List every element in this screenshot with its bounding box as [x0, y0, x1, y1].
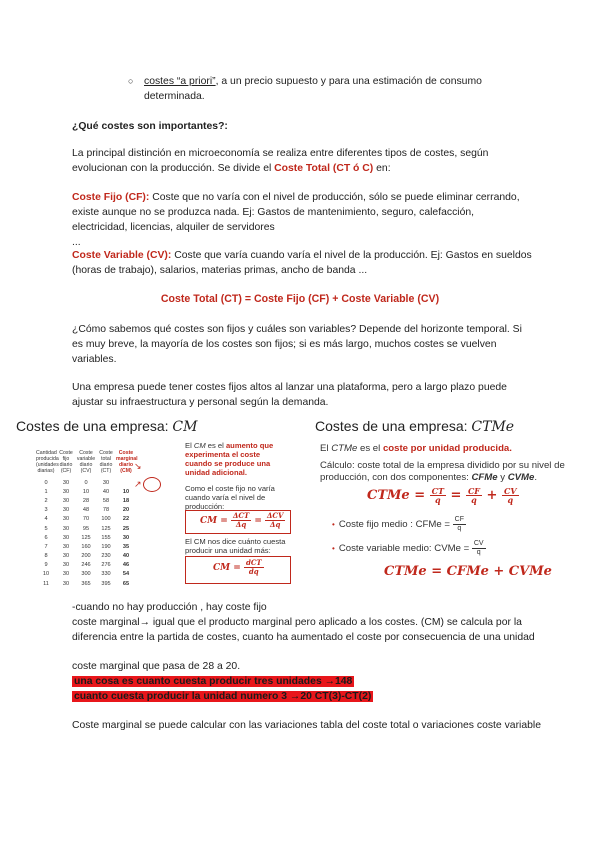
note-no-production: -cuando no hay producción , hay coste fijo	[72, 602, 267, 613]
table-cell: 28	[82, 497, 90, 504]
variable-paragraph	[72, 248, 532, 278]
table-cell: 30	[122, 534, 130, 541]
table-cell: 30	[62, 562, 70, 569]
cost-formula: Coste Total (CT) = Coste Fijo (CF) + Coste Variable (CV)	[160, 293, 440, 305]
slide2-title-prefix: Costes de una empresa:	[315, 418, 472, 434]
slide2-def-var: CTMe	[331, 443, 358, 454]
table-cell: 58	[102, 497, 110, 504]
f1-num1: ΔCT	[232, 511, 250, 520]
f1-den2: Δq	[270, 520, 281, 529]
table-cell: 10	[42, 571, 50, 578]
table-cell: 30	[62, 553, 70, 560]
table-cell: 0	[84, 479, 88, 486]
table-row	[36, 542, 176, 551]
table-cell: 54	[122, 571, 130, 578]
big-den3: q	[507, 495, 514, 505]
slide1-fixed-note: Como el coste fijo no varía cuando varía el nivel de producción:	[185, 484, 275, 511]
calc-and: y	[497, 472, 508, 483]
b2-text: Coste variable medio: CVMe =	[338, 543, 470, 555]
cost-table-header-cell: Coste marginal diario (CM)	[116, 450, 138, 474]
table-cell: 330	[101, 571, 111, 578]
table-cell: 300	[81, 571, 91, 578]
b2-num: CV	[473, 540, 484, 547]
f2-frac	[244, 559, 264, 576]
table-cell: 95	[82, 525, 90, 532]
table-cell: 0	[44, 479, 48, 486]
table-cell: 8	[44, 553, 48, 560]
table-cell: 2	[44, 497, 48, 504]
f1-num2: ΔCV	[267, 511, 284, 520]
bullet-dot-icon: •	[332, 544, 335, 554]
big-frac2	[466, 487, 482, 504]
table-cell: 78	[102, 507, 110, 514]
intro-highlight: Coste Total (CT ó C)	[274, 163, 374, 174]
table-cell: 40	[102, 488, 110, 495]
slide2-title	[315, 418, 514, 435]
big-num3: CV	[503, 486, 517, 496]
table-cell: 155	[101, 534, 111, 541]
f1-frac1	[231, 512, 251, 529]
table-cell: 7	[44, 543, 48, 550]
table-cell: 25	[122, 525, 130, 532]
table-cell: 365	[81, 580, 91, 587]
arrow-icon: ↘	[134, 461, 142, 471]
table-cell: 40	[122, 553, 130, 560]
table-cell: 65	[122, 580, 130, 587]
table-cell: 160	[81, 543, 91, 550]
slide1-title-prefix: Costes de una empresa:	[16, 418, 173, 434]
link-costes-a-priori[interactable]: costes “a priori”	[144, 76, 216, 87]
cost-table-header-cell: Coste fijo diario (CF)	[59, 450, 73, 474]
cost-table-header-cell: Coste variable diario (CV)	[76, 450, 96, 474]
note-highlight-2	[72, 689, 542, 704]
table-cell: 1	[44, 488, 48, 495]
big-num1: CT	[431, 486, 444, 496]
big-plus: +	[486, 488, 498, 503]
cost-table-body	[36, 478, 176, 588]
calc-cvme: CVMe	[507, 472, 535, 483]
big-frac3	[502, 487, 519, 504]
table-cell: 30	[62, 525, 70, 532]
hollow-bullet-icon: ○	[128, 76, 134, 86]
bullet-item	[128, 74, 544, 104]
slide1-title-var: CM	[172, 419, 198, 435]
f2-num: dCT	[245, 558, 262, 567]
big-frac1	[430, 487, 446, 504]
slide2-title-var: CTMe	[471, 419, 515, 435]
table-cell: 30	[62, 497, 70, 504]
table-cell: 125	[81, 534, 91, 541]
table-cell: 20	[122, 507, 130, 514]
b1-text: Coste fijo medio : CFMe =	[338, 519, 450, 531]
table-cell: 30	[62, 571, 70, 578]
table-cell: 10	[82, 488, 90, 495]
table-row	[36, 515, 176, 524]
table-row	[36, 496, 176, 505]
calc-text: Cálculo: coste total de la empresa dividido por su nivel de producción, con dos componentes:	[320, 460, 565, 483]
b2-frac	[472, 540, 486, 557]
slide1-definition	[185, 441, 289, 477]
big-den1: q	[435, 495, 441, 505]
fijo-text: Coste que no varía con el nivel de producción, sólo se puede eliminar cerrando, existe aunque no se produzca nada. Ej: Gastos de mantenimiento, seguro, calefacción, electricidad, licencias, alquiler de servidores	[72, 192, 520, 233]
f2-lhs: CM =	[213, 563, 241, 573]
table-cell: 30	[102, 479, 110, 486]
slide2-definition	[320, 443, 590, 455]
note-marginal-calc: Coste marginal se puede calcular con las variaciones tabla del coste total o variaciones coste variable	[72, 720, 541, 731]
variable-label: Coste Variable (CV):	[72, 250, 172, 261]
table-cell: 190	[101, 543, 111, 550]
f1-lhs: CM =	[200, 516, 228, 526]
table-cell: 10	[122, 488, 130, 495]
table-cell: 3	[44, 507, 48, 514]
big-lhs: CTMe =	[367, 488, 426, 503]
cost-table-header-cell: Cantidad producida (unidades diarias)	[36, 450, 59, 474]
f1-frac2	[265, 512, 285, 529]
table-row	[36, 570, 176, 579]
note-marginal-definition: coste marginal→ igual que el producto marginal pero aplicado a los costes. (CM) se calcula por la diferencia entre la partida de costes, cuanto ha aumentado el coste por consecuencia de una unidad	[72, 617, 535, 643]
slide2-bullet-fixed	[332, 516, 466, 533]
table-row	[36, 561, 176, 570]
b1-den: q	[457, 525, 462, 532]
fijo-ellipsis: ...	[72, 237, 81, 248]
note-highlight-1	[72, 674, 542, 689]
f2-den: dq	[248, 567, 259, 576]
table-cell: 18	[122, 497, 130, 504]
table-row	[36, 552, 176, 561]
big-num2: CF	[467, 486, 480, 496]
slide1-def-red: aumento que experimenta el coste cuando se produce una unidad adicional.	[185, 441, 274, 477]
table-cell: 230	[101, 553, 111, 560]
highlight-circle	[143, 477, 161, 492]
table-row	[36, 506, 176, 515]
table-cell: 35	[122, 543, 130, 550]
table-cell: 6	[44, 534, 48, 541]
table-cell: 246	[81, 562, 91, 569]
cost-table-header-cell: Coste total diario (CT)	[99, 450, 113, 474]
big-eq: =	[450, 488, 462, 503]
intro-text: La principal distinción en microeconomía se realiza entre diferentes tipos de costes, según evolucionan con la producción. Se divide el	[72, 148, 489, 174]
table-cell: 30	[62, 516, 70, 523]
highlight-text-2: cuanto cuesta producir la unidad numero 3 →20 CT(3)-CT(2)	[74, 691, 372, 702]
b1-frac	[453, 516, 466, 533]
table-cell: 30	[62, 580, 70, 587]
table-cell: 100	[101, 516, 111, 523]
table-cell: 46	[122, 562, 130, 569]
table-cell: 30	[62, 479, 70, 486]
bullet-text: , a un precio supuesto y para una estimación de consumo determinada.	[144, 76, 482, 102]
f1-den1: Δq	[235, 520, 247, 529]
table-cell: 276	[101, 562, 111, 569]
table-cell: 30	[62, 534, 70, 541]
b1-num: CF	[454, 516, 464, 523]
highlight-text-1: una cosa es cuanto cuesta producir tres unidades →148	[74, 676, 353, 687]
fijo-label: Coste Fijo (CF):	[72, 192, 150, 203]
table-row	[36, 579, 176, 588]
cost-table-header	[36, 450, 176, 478]
calc-end: .	[534, 472, 538, 483]
table-cell: 200	[81, 553, 91, 560]
table-cell: 4	[44, 516, 48, 523]
intro-after: en:	[373, 163, 391, 174]
table-row	[36, 524, 176, 533]
bullet-dot-icon: •	[332, 520, 335, 530]
slide2-bullet-variable	[332, 540, 486, 557]
calc-cfme: CFMe	[471, 472, 498, 483]
big-den2: q	[471, 495, 477, 505]
table-cell: 30	[62, 543, 70, 550]
note-marginal-change: coste marginal que pasa de 28 a 20.	[72, 661, 241, 672]
table-cell: 11	[43, 580, 49, 587]
horizon-paragraph: ¿Cómo sabemos qué costes son fijos y cuáles son variables? Depende del horizonte temporal. Si es muy breve, la mayoría de los costes son fijos; si es más largo, muchos costes se vuelven variables.	[72, 324, 522, 365]
arrow-icon: ↗	[134, 479, 142, 489]
table-cell: 70	[82, 516, 90, 523]
formula-average-sum: CTMe = CFMe + CVMe	[384, 564, 552, 579]
table-cell: 9	[44, 562, 48, 569]
table-cell: 30	[62, 507, 70, 514]
slide2-def-red: coste por unidad producida.	[382, 443, 512, 454]
formula-marginal-delta	[200, 512, 285, 529]
slide2-calculation	[320, 460, 592, 484]
variable-text: Coste que varía cuando varía el nivel de la producción. Ej: Gastos en sueldos (horas de trabajo), salarios, materias primas, ancho de banda ...	[72, 250, 532, 276]
b2-den: q	[476, 549, 481, 556]
section-heading: ¿Qué costes son importantes?:	[72, 121, 228, 132]
slide1-def-mid: es el	[205, 441, 226, 450]
platform-paragraph: Una empresa puede tener costes fijos altos al lanzar una plataforma, pero a largo plazo puede ajustar su infraestructura y personal según la demanda.	[72, 382, 507, 408]
slide2-def-prefix: El	[320, 443, 332, 454]
table-cell: 22	[122, 516, 130, 523]
cost-table	[36, 450, 176, 588]
slide2-def-mid: es el	[357, 443, 383, 454]
slide1-def-prefix: El	[185, 441, 194, 450]
f1-eq: =	[254, 516, 262, 526]
slide1-deriv-note: El CM nos dice cuánto cuesta producir una unidad más:	[185, 537, 286, 555]
table-cell: 395	[101, 580, 111, 587]
slide1-def-var: CM	[193, 441, 206, 450]
slide1-title	[16, 418, 197, 435]
table-cell: 5	[44, 525, 48, 532]
formula-marginal-derivative	[213, 559, 264, 576]
table-cell: 48	[82, 507, 90, 514]
table-cell: 125	[101, 525, 111, 532]
fijo-paragraph	[72, 190, 532, 250]
intro-paragraph	[72, 146, 532, 176]
formula-average-total	[367, 487, 519, 504]
table-cell: 30	[62, 488, 70, 495]
table-row	[36, 533, 176, 542]
